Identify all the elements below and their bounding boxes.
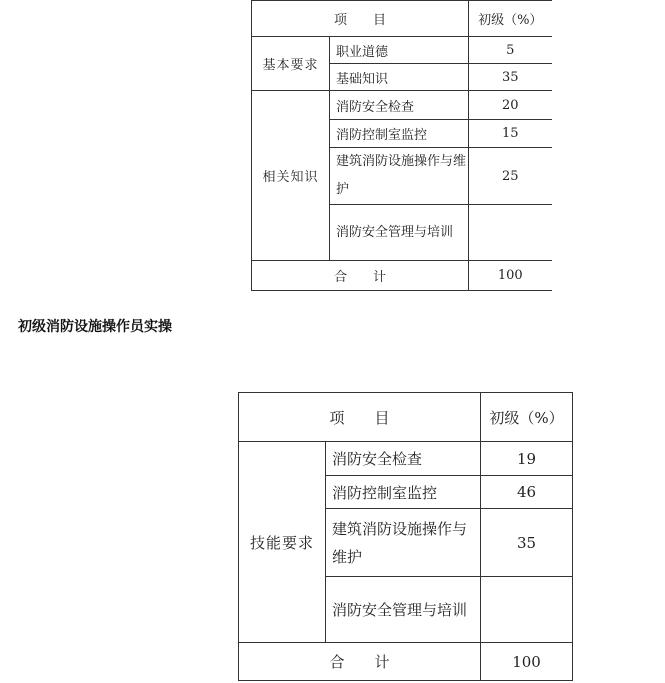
row-value: 25 <box>469 148 552 205</box>
total-label: 合 计 <box>239 643 481 681</box>
row-name: 消防安全检查 <box>326 442 481 476</box>
header-item: 项 目 <box>239 393 481 442</box>
row-value: 15 <box>469 120 552 148</box>
total-label: 合 计 <box>252 261 469 291</box>
group-label: 相关知识 <box>252 91 330 261</box>
total-value: 100 <box>481 643 573 681</box>
header-item: 项 目 <box>252 1 469 37</box>
row-name: 消防控制室监控 <box>326 476 481 509</box>
row-name: 职业道德 <box>330 37 469 64</box>
group-label: 基本要求 <box>252 37 330 91</box>
row-name: 消防安全管理与培训 <box>330 205 469 261</box>
group-label: 技能要求 <box>239 442 326 643</box>
section-heading: 初级消防设施操作员实操 <box>18 319 172 335</box>
row-value: 35 <box>481 509 573 577</box>
row-name: 基础知识 <box>330 64 469 91</box>
row-name: 建筑消防设施操作与维护 <box>326 509 481 577</box>
row-name: 建筑消防设施操作与维护 <box>330 148 469 205</box>
row-value: 5 <box>469 37 552 64</box>
row-name: 消防安全检查 <box>330 91 469 120</box>
row-value <box>469 205 552 261</box>
row-name: 消防控制室监控 <box>330 120 469 148</box>
row-name: 消防安全管理与培训 <box>326 577 481 643</box>
skill-weight-table <box>238 392 573 681</box>
row-value <box>481 577 573 643</box>
header-percent: 初级（%） <box>469 1 552 37</box>
knowledge-weight-table <box>251 0 552 291</box>
row-value: 19 <box>481 442 573 476</box>
row-value: 46 <box>481 476 573 509</box>
row-value: 35 <box>469 64 552 91</box>
header-percent: 初级（%） <box>481 393 573 442</box>
row-value: 20 <box>469 91 552 120</box>
total-value: 100 <box>469 261 552 291</box>
